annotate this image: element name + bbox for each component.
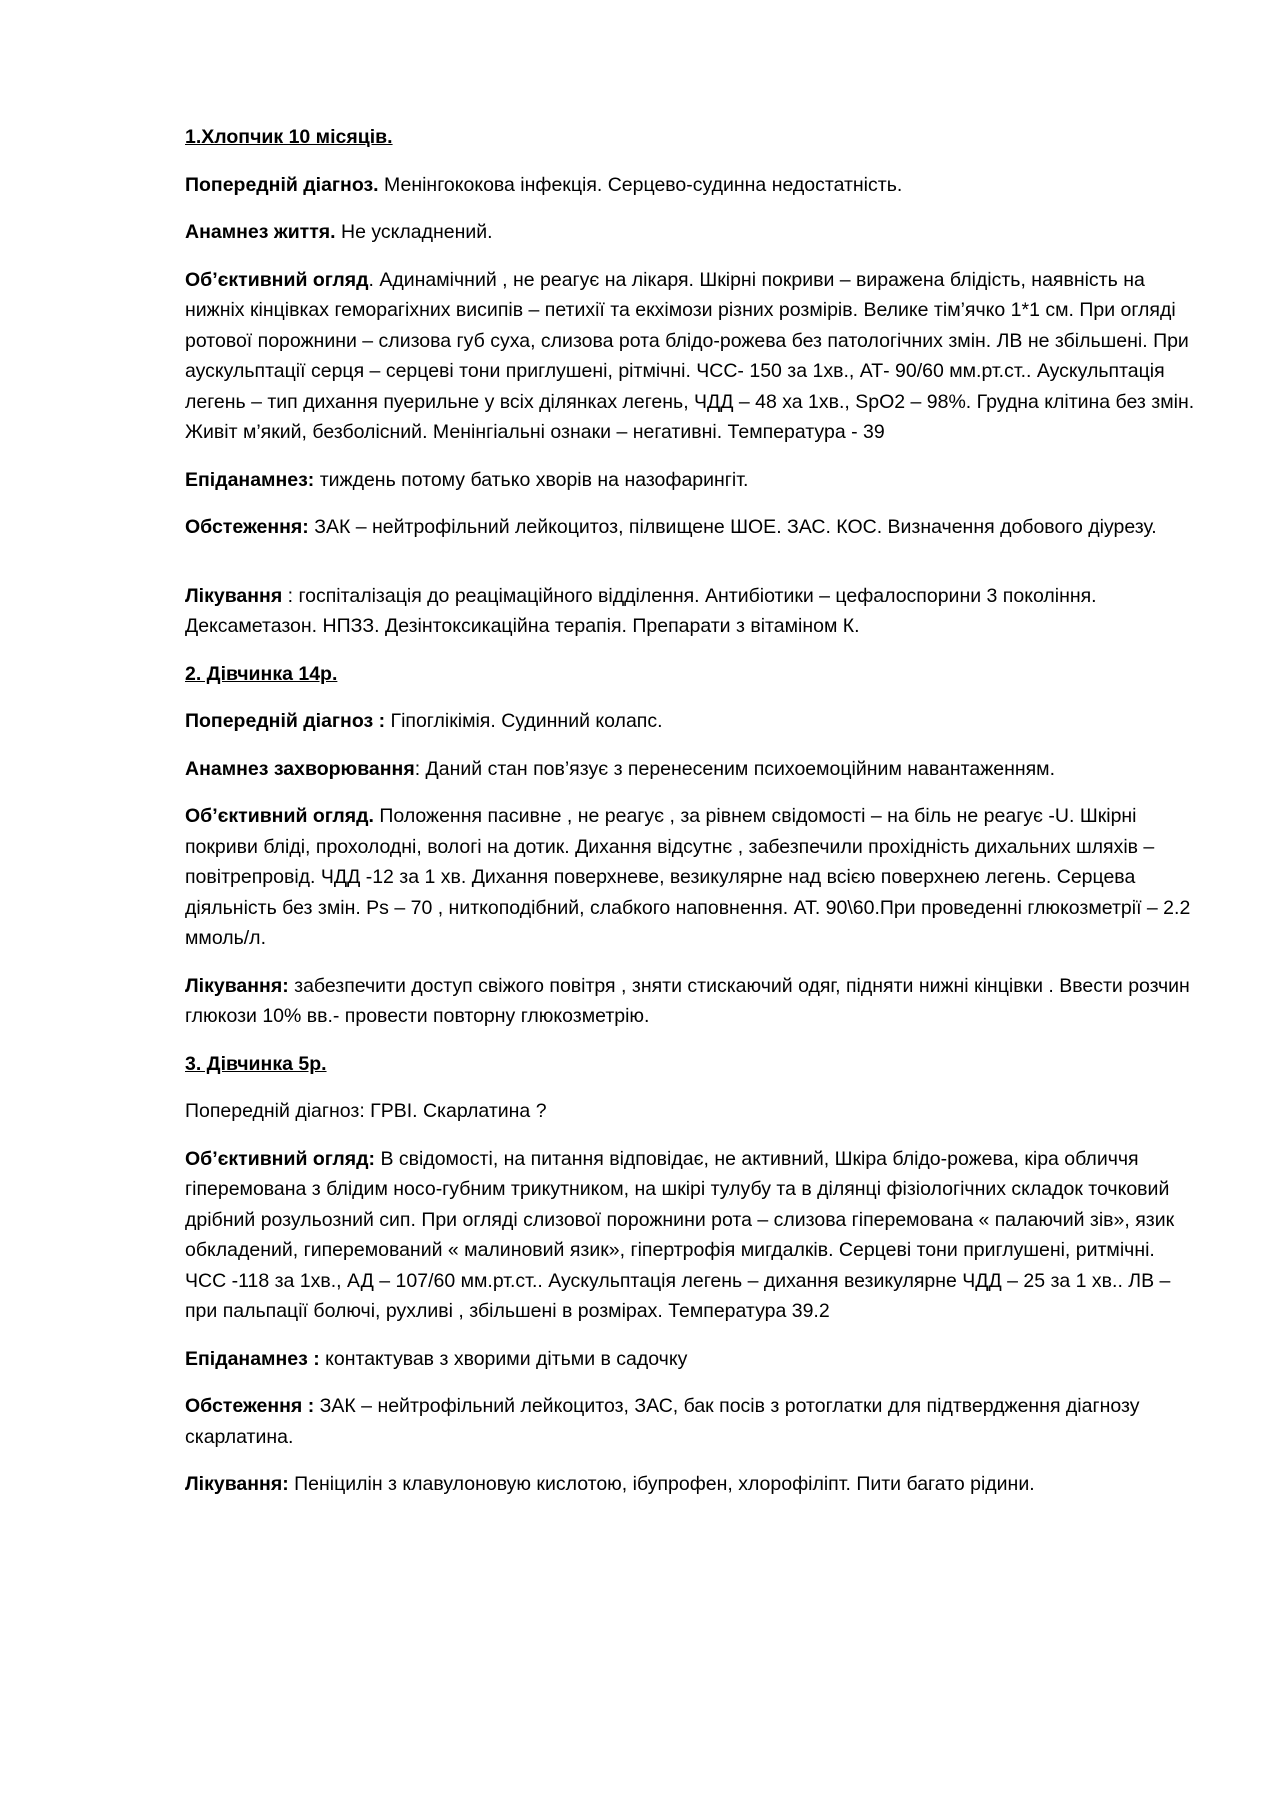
paragraph-text: . Адинамічний , не реагує на лікаря. Шкірні покриви – виражена блідість, наявність на нижніх кінцівках геморагіхних висипів – петихії та екхімози різних розмірів. Велике тім’ячко 1*1 см. При огляді ротової порожнини – слизова губ суха, слизова рота блідо-рожева без патологічних змін. ЛВ не збільшені. При аускульптації серця – серцеві тони приглушені, рітмічні. ЧСС- 150 за 1хв., АТ- 90/60 мм.рт.ст.. Аускульптація легень – тип дихання пуерильне у всіх ділянках легень, ЧДД – 48 ха 1хв., SpO2 – 98%. Грудна клітина без змін. Живіт м’який, безболісний. Менінгіальні ознаки – негативні. Температура - 39	[185, 268, 1195, 443]
case-3-examination	[185, 1391, 1195, 1452]
paragraph-label: Попередній діагноз :	[185, 710, 386, 732]
case-2-heading: 2. Дівчинка 14р.	[185, 662, 338, 685]
paragraph-text: Попередній діагноз: ГРВІ. Скарлатина ?	[185, 1100, 547, 1122]
paragraph-label: Обстеження :	[185, 1395, 315, 1417]
case-1-objective-exam	[185, 265, 1195, 448]
paragraph-label: Лікування:	[185, 1473, 289, 1495]
case-2	[185, 659, 1195, 1032]
case-1-treatment	[185, 581, 1195, 642]
paragraph-label: Об’єктивний огляд.	[185, 805, 374, 827]
paragraph-text: ЗАК – нейтрофільний лейкоцитоз, ЗАС, бак посів з ротоглатки для підтвердження діагнозу скарлатина.	[185, 1395, 1140, 1448]
case-1-examination	[185, 512, 1195, 543]
paragraph-text: : госпіталізація до реацімаційного відділення. Антибіотики – цефалоспорини 3 покоління. Дексаметазон. НПЗЗ. Дезінтоксикаційна терапія. Препарати з вітаміном К.	[185, 584, 1097, 637]
paragraph-text: : Даний стан пов’язує з перенесеним психоемоційним навантаженням.	[414, 757, 1056, 780]
case-3-heading: 3. Дівчинка 5р.	[185, 1052, 327, 1075]
case-2-objective-exam	[185, 801, 1195, 954]
case-1-preliminary-diagnosis	[185, 170, 1195, 201]
case-3-treatment	[185, 1469, 1195, 1500]
paragraph-text: Пеніцилін з клавулоновую кислотою, ібупрофен, хлорофіліпт. Пити багато рідини.	[288, 1473, 1035, 1495]
case-3	[185, 1049, 1195, 1500]
case-3-preliminary-diagnosis	[185, 1096, 1195, 1127]
paragraph-label: Анамнез захворювання	[185, 757, 415, 780]
paragraph-text: забезпечити доступ свіжого повітря , зняти стискаючий одяг, підняти нижні кінцівки . Ввести розчин глюкози 10% вв.- провести повторну глюкозметрію.	[185, 974, 1190, 1027]
paragraph-label: Лікування	[185, 584, 283, 607]
paragraph-label: Попередній діагноз.	[185, 173, 379, 196]
paragraph-text: Не ускладнений.	[335, 221, 493, 243]
paragraph-text: Менінгококова інфекція. Серцево-судинна недостатність.	[378, 173, 903, 196]
case-2-disease-anamnesis	[185, 754, 1195, 785]
paragraph-text: Гіпоглікімія. Судинний колапс.	[385, 710, 663, 732]
paragraph-text: ЗАК – нейтрофільний лейкоцитоз, пілвищене ШОЕ. ЗАС. КОС. Визначення добового діурезу.	[308, 516, 1157, 538]
case-3-epidemiological-anamnesis	[185, 1344, 1195, 1375]
case-2-treatment	[185, 971, 1195, 1032]
case-2-preliminary-diagnosis	[185, 706, 1195, 737]
paragraph-label: Об’єктивний огляд:	[185, 1147, 376, 1170]
case-1-heading: 1.Хлопчик 10 місяців.	[185, 126, 393, 148]
paragraph-label: Лікування:	[185, 974, 289, 997]
paragraph-text: Положення пасивне , не реагує , за рівнем свідомості – на біль не реагує -U. Шкірні покриви бліді, прохолодні, вологі на дотик. Дихання відсутнє , забезпечили прохідність дихальних шляхів – повітрепровід. ЧДД -12 за 1 хв. Дихання поверхневе, везикулярне над всією поверхнею легень. Серцева діяльність без змін. Ps – 70 , ниткоподібний, слабкого наповнення. АТ. 90\60.При проведенні глюкозметрії – 2.2 ммоль/л.	[185, 805, 1191, 949]
paragraph-label: Обстеження:	[185, 516, 309, 538]
document-page	[185, 122, 1195, 1517]
paragraph-text: контактував з хворими дітьми в садочку	[319, 1347, 688, 1370]
paragraph-label: Епіданамнез:	[185, 468, 315, 491]
paragraph-label: Об’єктивний огляд	[185, 268, 369, 291]
case-3-objective-exam	[185, 1144, 1195, 1327]
case-1-epidemiological-anamnesis	[185, 465, 1195, 496]
case-1	[185, 122, 1195, 642]
paragraph-label: Епіданамнез :	[185, 1347, 320, 1370]
paragraph-label: Анамнез життя.	[185, 221, 336, 243]
paragraph-text: тиждень потому батько хворів на назофарингіт.	[314, 468, 749, 491]
case-1-life-anamnesis	[185, 217, 1195, 248]
paragraph-text: В свідомості, на питання відповідає, не активний, Шкіра блідо-рожева, кіра обличчя гіперемована з блідим носо-губним трикутником, на шкірі тулубу та в ділянці фізіологічних складок точковий дрібний розульозний сип. При огляді слизової порожнини рота – слизова гіперемована « палаючий зів», язик обкладений, гиперемований « малиновий язик», гіпертрофія мигдалків. Серцеві тони приглушені, ритмічні. ЧСС -118 за 1хв., АД – 107/60 мм.рт.ст.. Аускульптація легень – дихання везикулярне ЧДД – 25 за 1 хв.. ЛВ – при пальпації болючі, рухливі , збільшені в розмірах. Температура 39.2	[185, 1147, 1175, 1322]
